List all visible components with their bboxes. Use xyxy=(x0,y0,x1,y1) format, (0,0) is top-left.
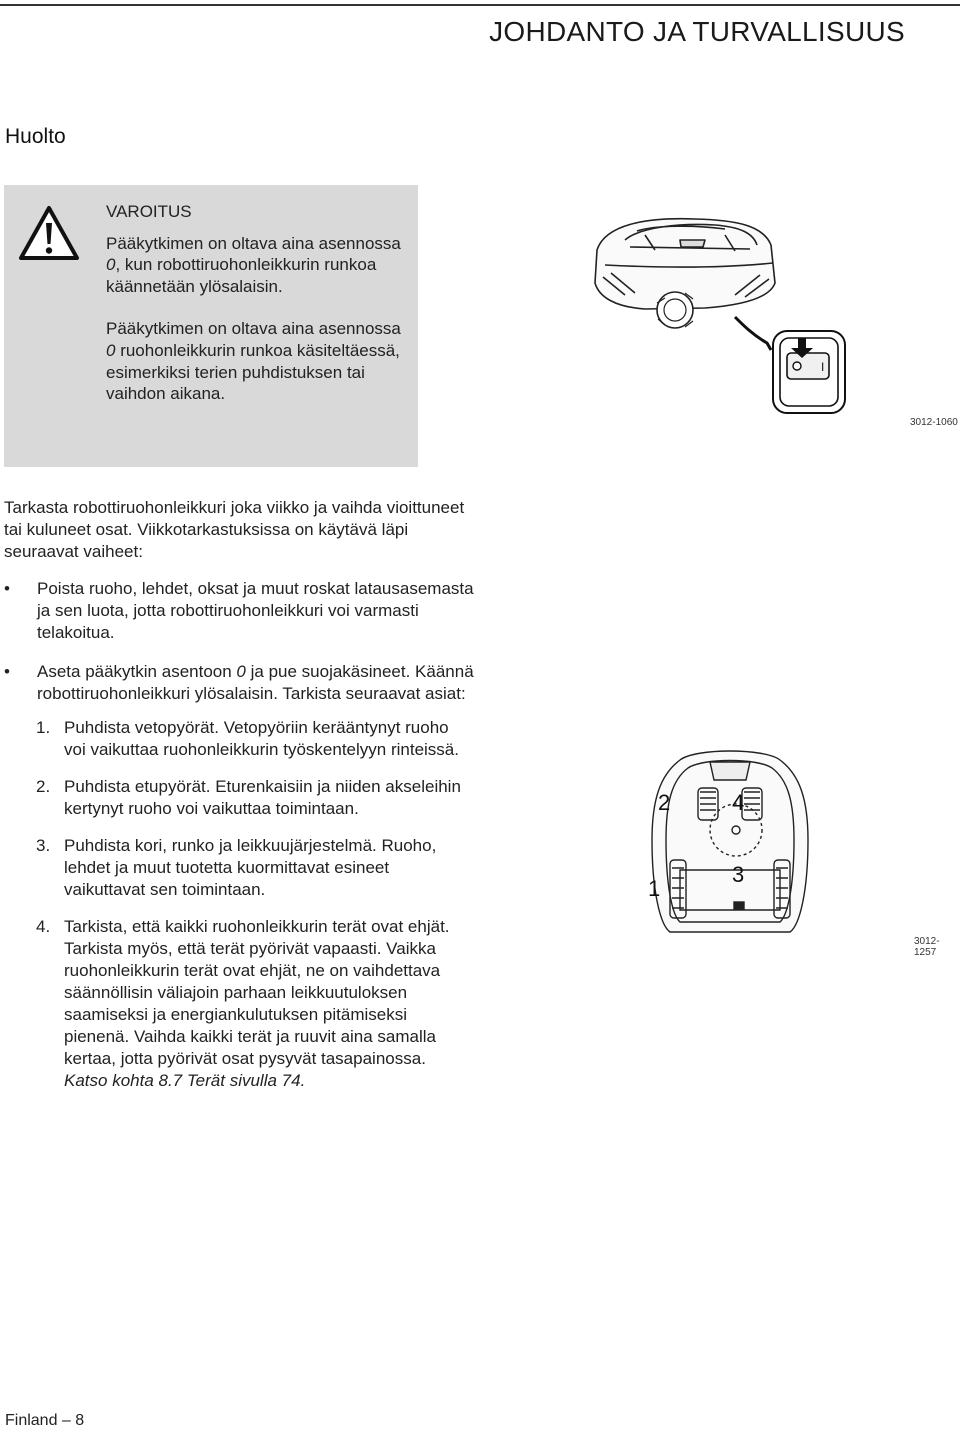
warning-paragraph-1: Pääkytkimen on oltava aina asennossa 0, kun robottiruohonleikkurin runkoa käännetään ylösalaisin. xyxy=(106,233,401,296)
page-footer: Finland – 8 xyxy=(5,1412,85,1429)
main-body-text xyxy=(4,497,474,1107)
figure-code-2: 3012-1257 xyxy=(914,936,940,958)
figure-code-1: 3012-1060 xyxy=(910,417,958,428)
intro-paragraph: Tarkasta robottiruohonleikkuri joka viikko ja vaihda vioittuneet tai kuluneet osat. Viikkotarkastuksissa on käytävä läpi seuraavat vaiheet: xyxy=(4,498,465,561)
callout-2: 2 xyxy=(658,790,671,815)
bullet-item: • Aseta pääkytkin asentoon 0 ja pue suojakäsineet. Käännä robottiruohonleikkuri ylösalaisin. Tarkista seuraavat asiat: xyxy=(4,662,474,703)
bullet-symbol: • xyxy=(4,662,10,681)
bullet-symbol: • xyxy=(4,579,10,598)
switch-position-label: I xyxy=(821,360,825,374)
section-title: Huolto xyxy=(5,125,66,148)
warning-label: VAROITUS xyxy=(106,202,192,221)
warning-triangle-icon xyxy=(18,205,80,261)
numbered-step: 1. Puhdista vetopyörät. Vetopyöriin kerääntynyt ruoho voi vaikuttaa ruohonleikkurin työskentelyyn rinteissä. xyxy=(36,718,459,759)
cross-reference: Katso kohta 8.7 Terät sivulla 74. xyxy=(64,1071,306,1090)
callout-3: 3 xyxy=(732,862,745,887)
numbered-step: 2. Puhdista etupyörät. Eturenkaisiin ja niiden akseleihin kertynyt ruoho voi vaikuttaa toimintaan. xyxy=(36,777,461,818)
callout-1: 1 xyxy=(648,876,661,901)
page-header-title: JOHDANTO JA TURVALLISUUS xyxy=(489,16,905,47)
mower-underside-illustration xyxy=(640,740,820,940)
warning-paragraph-2: Pääkytkimen on oltava aina asennossa 0 ruohonleikkurin runkoa käsiteltäessä, esimerkiksi terien puhdistuksen tai vaihdon aikana. xyxy=(106,319,401,404)
mower-switch-illustration xyxy=(585,205,875,435)
bullet-item: • Poista ruoho, lehdet, oksat ja muut roskat latausasemasta ja sen luota, jotta robottiruohonleikkuri voi varmasti telakoitua. xyxy=(4,579,474,642)
callout-4: 4 xyxy=(732,790,745,815)
warning-text xyxy=(106,201,406,426)
numbered-step: 3. Puhdista kori, runko ja leikkuujärjestelmä. Ruoho, lehdet ja muut tuotetta kuormittavat esineet vaikuttavat sen toimintaan. xyxy=(36,836,437,899)
numbered-step: 4. Tarkista, että kaikki ruohonleikkurin terät ovat ehjät. Tarkista myös, että terät pyörivät vapaasti. Vaikka ruohonleikkurin terät ovat ehjät, ne on vaihdettava säännöllisin väliajoin parhaan leikkuutuloksen saamiseksi ja energiankulutuksen pitämiseksi pienenä. Vaihda kaikki terät ja ruuvit aina samalla kertaa, jotta pyörivät osat pysyvät tasapainossa. Katso kohta 8.7 Terät sivulla 74. xyxy=(36,917,450,1090)
header-rule xyxy=(0,4,960,6)
